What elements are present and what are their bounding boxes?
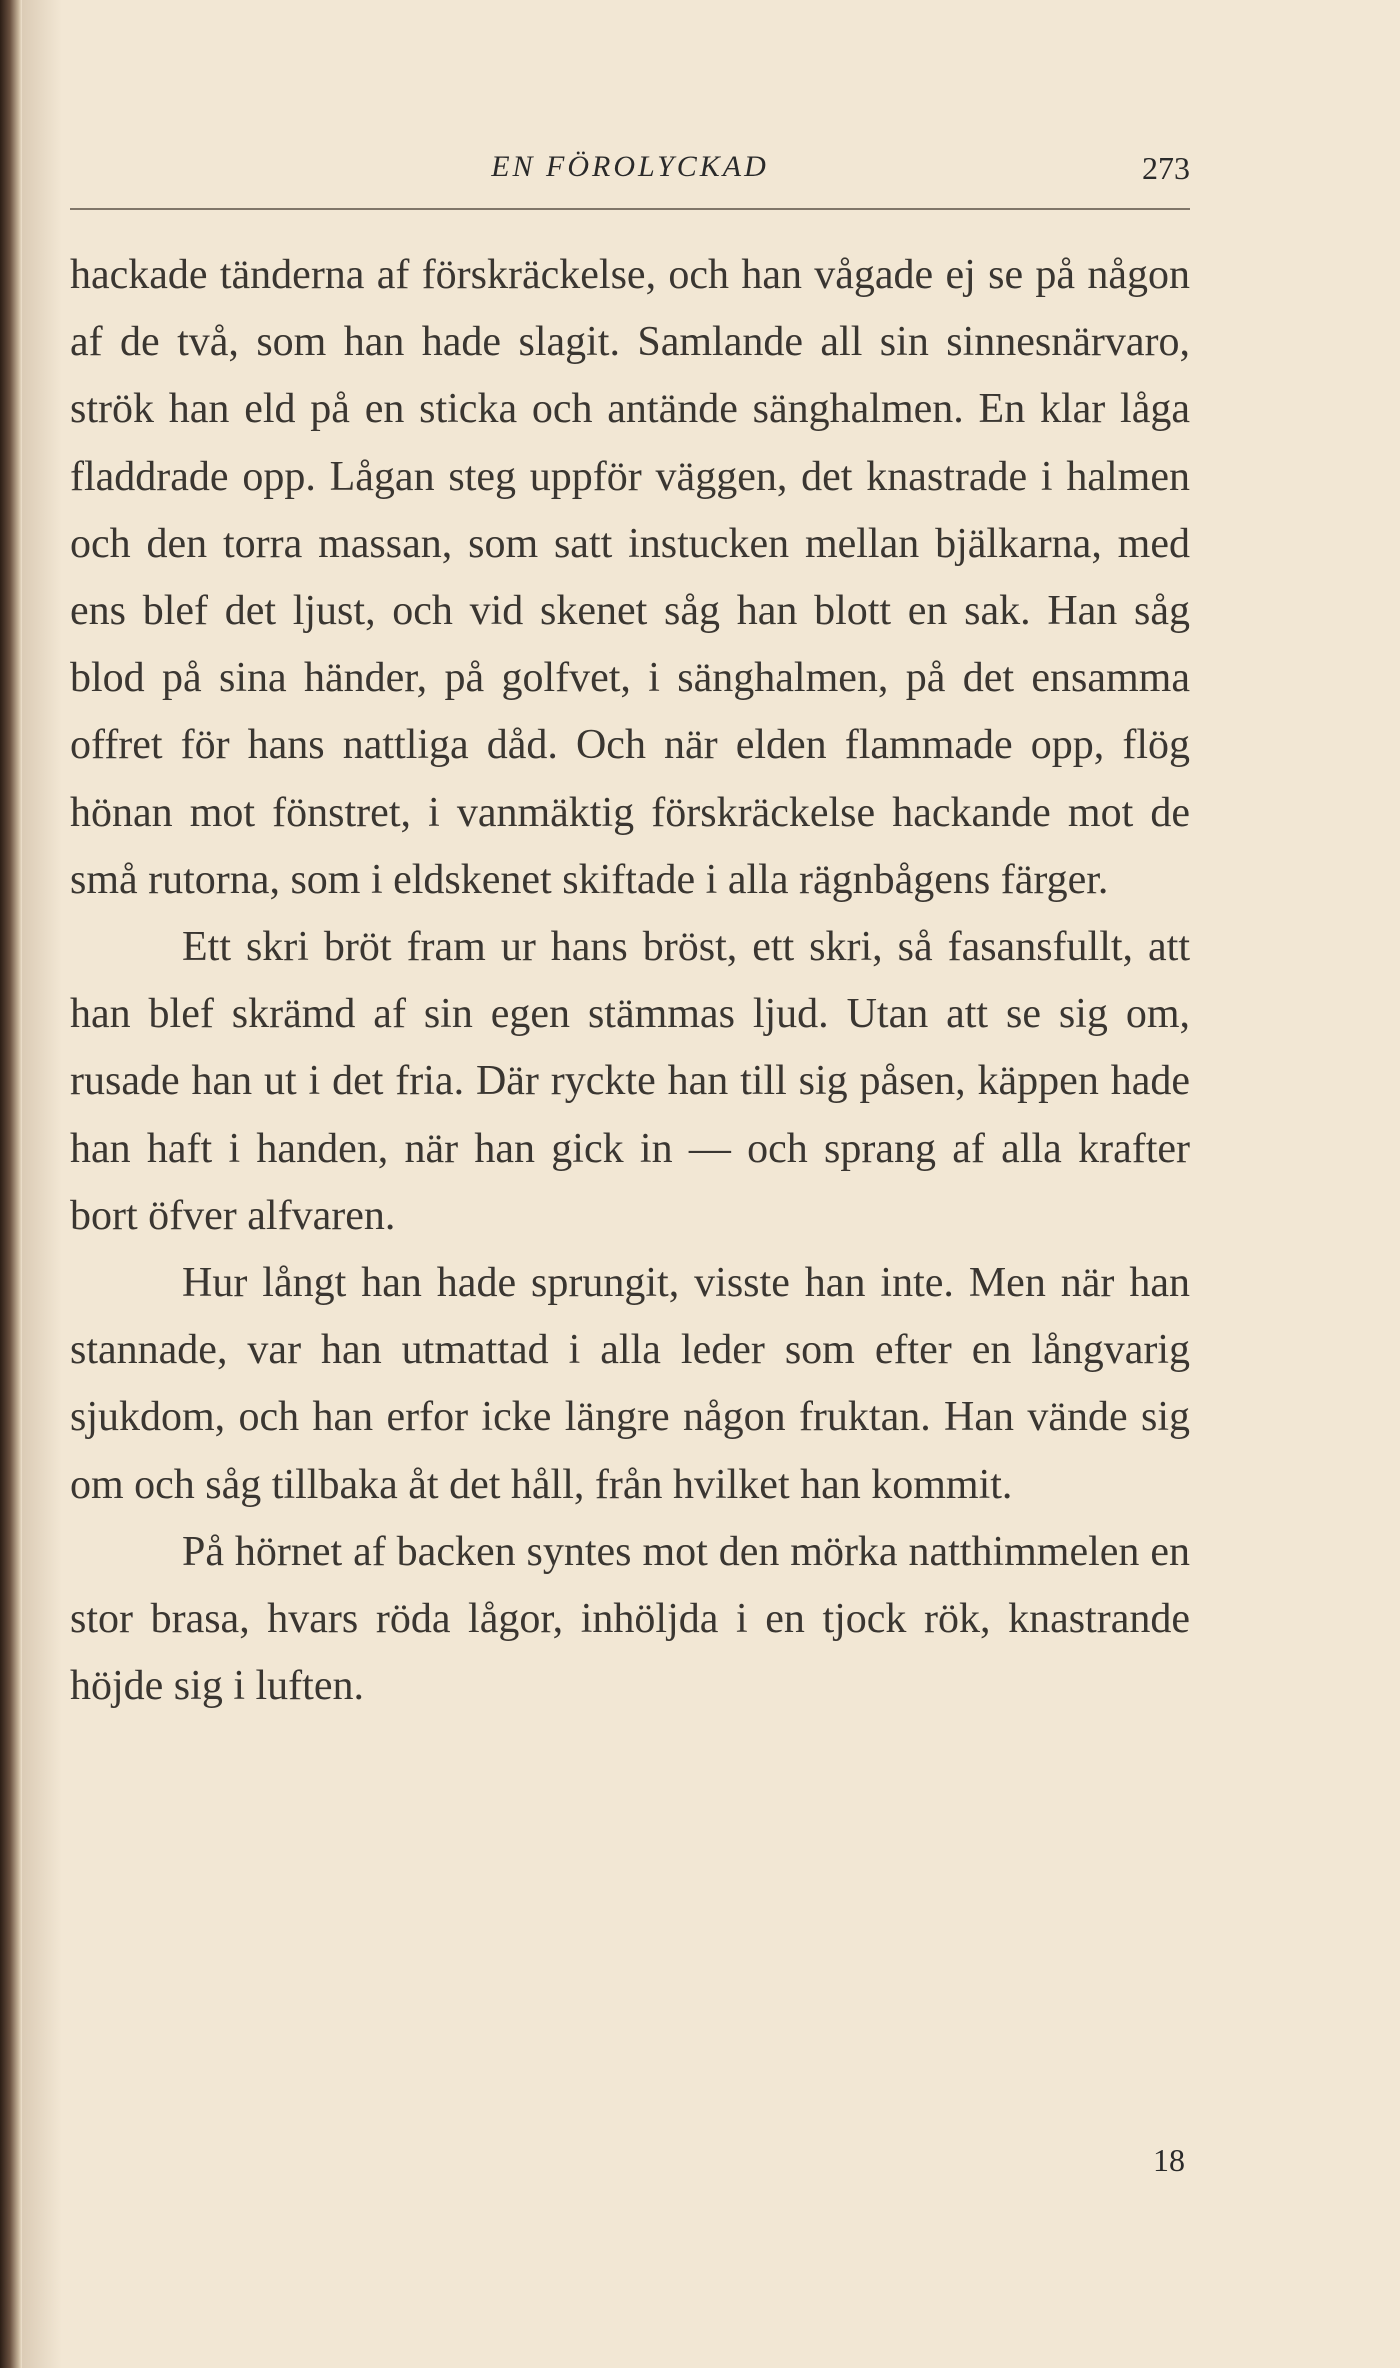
binding-edge [0, 0, 22, 2368]
running-title: EN FÖROLYCKAD [491, 150, 769, 183]
gutter-shadow [22, 0, 62, 2368]
paragraph: Hur långt han hade sprungit, visste han inte. Men när han stannade, var han utmattad i alla leder som efter en långvarig sjukdom, och han erfor icke längre någon fruktan. Han vände sig om och såg tillbaka åt det håll, från hvilket han kommit. [70, 1260, 1190, 1508]
paragraph: På hörnet af backen syntes mot den mörka natthimmelen en stor brasa, hvars röda lågor, inhöljda i en tjock rök, knastrande höjde sig i luften. [70, 1528, 1190, 1710]
paragraph: Ett skri bröt fram ur hans bröst, ett skri, så fasansfullt, att han blef skrämd af sin egen stämmas ljud. Utan att se sig om, rusade han ut i det fria. Där ryckte han till sig påsen, käppen hade han haft i handen, när han gick in — och sprang af alla krafter bort öfver alfvaren. [70, 924, 1190, 1239]
header-rule [70, 208, 1190, 210]
page-number: 273 [1142, 150, 1190, 186]
body-text [70, 242, 1190, 1720]
signature-mark: 18 [1153, 2142, 1185, 2178]
paragraph: hackade tänderna af förskräckelse, och han vågade ej se på någon af de två, som han hade slagit. Samlande all sin sinnesnärvaro, strök han eld på en sticka och antände sänghalmen. En klar låga fladdrade opp. Lågan steg uppför väggen, det knastrade i halmen och den torra massan, som satt instucken mellan bjälkarna, med ens blef det ljust, och vid skenet såg han blott en sak. Han såg blod på sina händer, på golfvet, i sänghalmen, på det ensamma offret för hans nattliga dåd. Och när elden flammade opp, flög hönan mot fönstret, i vanmäktig förskräckelse hackande mot de små rutorna, som i eldskenet skiftade i alla rägnbågens färger. [70, 252, 1190, 903]
page-header [70, 150, 1190, 210]
